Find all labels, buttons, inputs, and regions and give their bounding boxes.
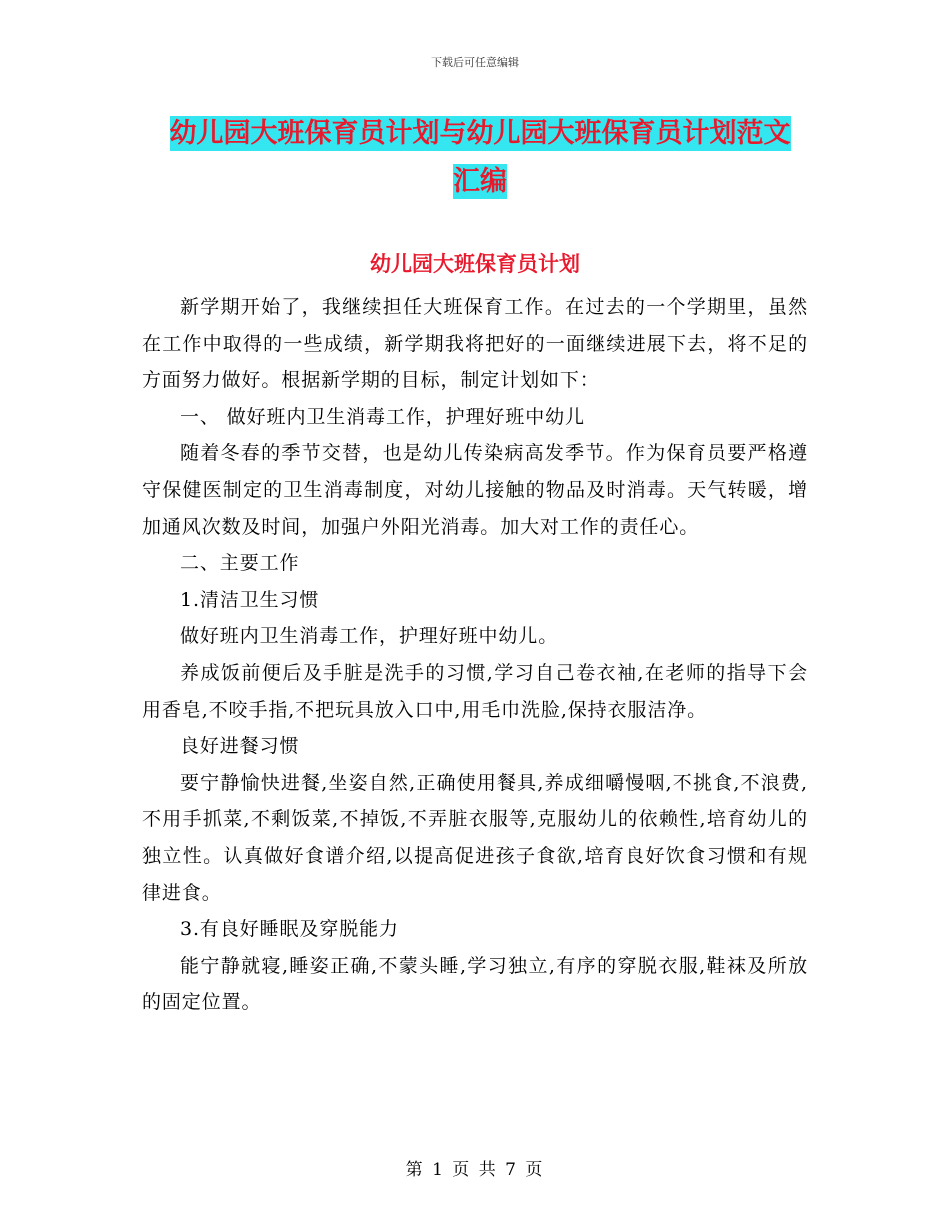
document-title-line1: 幼儿园大班保育员计划与幼儿园大班保育员计划范文 bbox=[169, 118, 791, 149]
paragraph: 新学期开始了，我继续担任大班保育工作。在过去的一个学期里，虽然在工作中取得的一些成绩，新学期我将把好的一面继续进展下去，将不足的方面努力做好。根据新学期的目标，制定计划如下： bbox=[142, 296, 808, 392]
document-title bbox=[140, 110, 820, 206]
paragraph: 一、 做好班内卫生消毒工作，护理好班中幼儿 bbox=[180, 405, 585, 428]
document-title-line2: 汇编 bbox=[453, 166, 507, 197]
document-body bbox=[142, 289, 808, 1021]
paragraph: 要宁静愉快进餐,坐姿自然,正确使用餐具,养成细嚼慢咽,不挑食,不浪费,不用手抓菜,不剩饭菜,不掉饭,不弄脏衣服等,克服幼儿的依赖性,培育幼儿的独立性。认真做好食谱介绍,以提高促进孩子食欲,培育良好饮食习惯和有规律进食。 bbox=[142, 771, 808, 904]
paragraph: 养成饭前便后及手脏是洗手的习惯,学习自己卷衣袖,在老师的指导下会用香皂,不咬手指,不把玩具放入口中,用毛巾洗脸,保持衣服洁净。 bbox=[142, 661, 808, 721]
paragraph: 3.有良好睡眠及穿脱能力 bbox=[180, 918, 399, 941]
paragraph: 做好班内卫生消毒工作，护理好班中幼儿。 bbox=[180, 625, 559, 648]
paragraph: 能宁静就寝,睡姿正确,不蒙头睡,学习独立,有序的穿脱衣服,鞋袜及所放的固定位置。 bbox=[142, 954, 808, 1014]
section-title: 幼儿园大班保育员计划 bbox=[370, 252, 580, 276]
paragraph: 随着冬春的季节交替，也是幼儿传染病高发季节。作为保育员要严格遵守保健医制定的卫生消毒制度，对幼儿接触的物品及时消毒。天气转暖，增加通风次数及时间，加强户外阳光消毒。加大对工作的责任心。 bbox=[142, 442, 808, 538]
paragraph: 二、主要工作 bbox=[180, 552, 300, 575]
header-note: 下载后可任意编辑 bbox=[431, 56, 519, 69]
paragraph: 1.清洁卫生习惯 bbox=[180, 588, 320, 611]
paragraph: 良好进餐习惯 bbox=[180, 735, 300, 758]
page-footer: 第 1 页 共 7 页 bbox=[405, 1160, 545, 1180]
